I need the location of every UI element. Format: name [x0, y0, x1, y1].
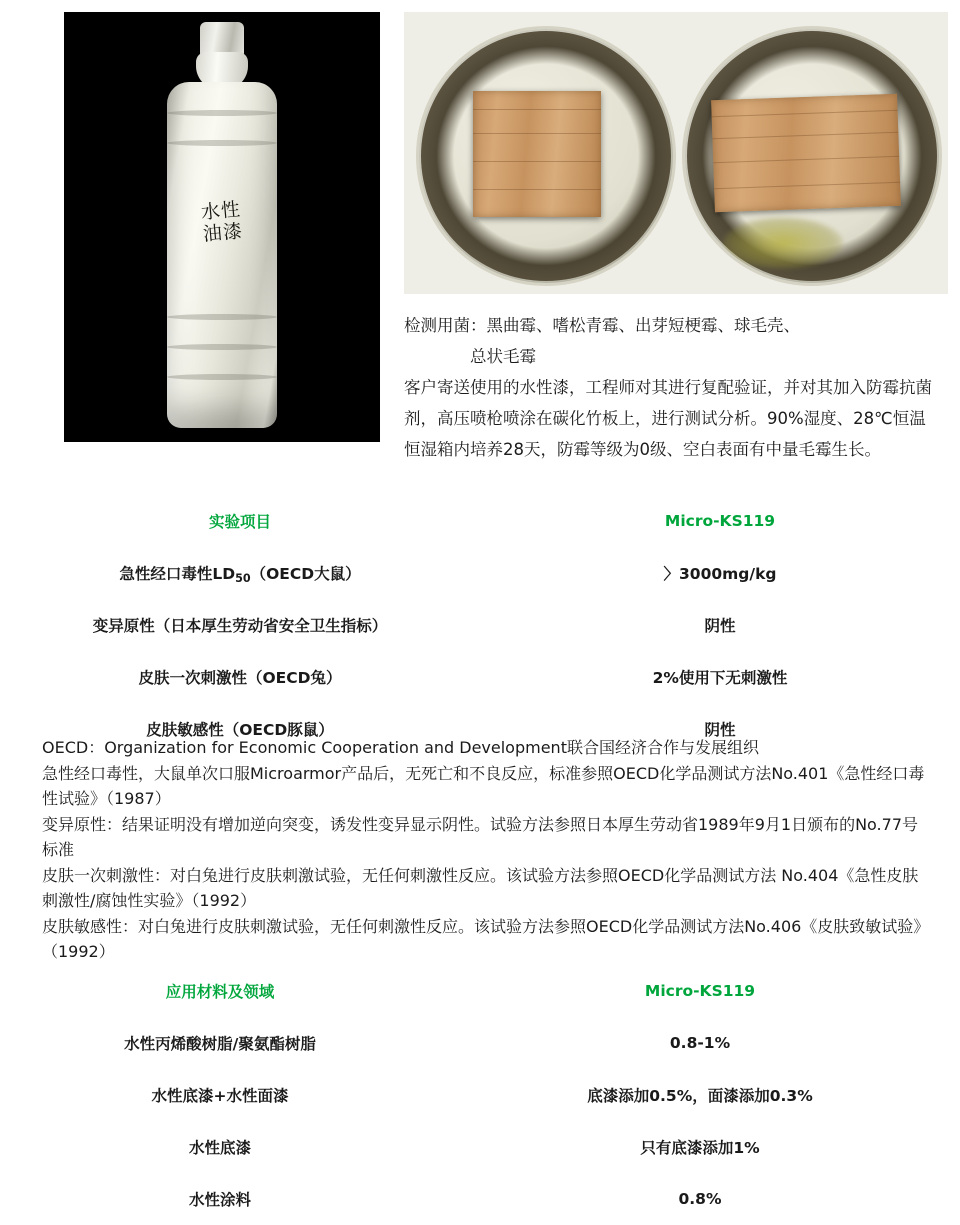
table-header-row	[0, 965, 960, 1017]
footnote-4: 皮肤敏感性：对白兔进行皮肤刺激试验，无任何刺激性反应。该试验方法参照OECD化学品测试方法No.406《皮肤致敏试验》（1992）	[42, 916, 930, 961]
test-caption	[404, 310, 932, 465]
table1-row2-value: 2%使用下无刺激性	[652, 669, 788, 687]
table1-row3-item: 皮肤敏感性（OECD豚鼠）	[146, 721, 334, 739]
bottle-cap	[200, 22, 244, 56]
table2-row0-value: 0.8-1%	[669, 1034, 731, 1052]
table2-header-item: 应用材料及领域	[165, 983, 275, 1001]
table2-row2-item: 水性底漆	[188, 1139, 251, 1157]
mold-test-petri-dishes-photo	[404, 12, 948, 294]
table1-row0-item-post: （OECD大鼠）	[250, 564, 361, 583]
table-row	[0, 1017, 960, 1069]
bottle-handwritten-label: 水性 油漆	[200, 198, 244, 246]
table-row	[0, 1069, 960, 1121]
table1-row0-item	[0, 562, 480, 585]
table1-row0-item-pre: 急性经口毒性LD	[119, 564, 236, 583]
table1-row3-value: 阴性	[704, 721, 736, 739]
petri-dish-left	[416, 26, 676, 286]
footnote-2: 变异原性：结果证明没有增加逆向突变，诱发性变异显示阴性。试验方法参照日本厚生劳动省1989年9月1日颁布的No.77号标准	[42, 814, 919, 859]
table1-row0-item-sub: 50	[235, 571, 251, 585]
footnotes-block	[42, 735, 932, 965]
petri-dish-right	[682, 26, 942, 286]
table2-row3-item: 水性涂料	[188, 1191, 251, 1209]
application-dosage-table	[0, 965, 960, 1225]
caption-strains-line2: 总状毛霉	[470, 347, 536, 366]
caption-body: 客户寄送使用的水性漆，工程师对其进行复配验证，并对其加入防霉抗菌剂，高压喷枪喷涂在碳化竹板上，进行测试分析。90%湿度、28℃恒温恒湿箱内培养28天，防霉等级为0级、空白表面有中量毛霉生长。	[404, 378, 932, 459]
table1-row0-value: 〉3000mg/kg	[663, 565, 777, 583]
table1-row1-value: 阴性	[704, 617, 736, 635]
table-row	[0, 1121, 960, 1173]
footnote-3: 皮肤一次刺激性：对白兔进行皮肤刺激试验，无任何刺激性反应。该试验方法参照OECD化学品测试方法 No.404《急性皮肤刺激性/腐蚀性实验》（1992）	[42, 865, 919, 910]
footnote-1: 急性经口毒性，大鼠单次口服Microarmor产品后，无死亡和不良反应，标准参照OECD化学品测试方法No.401《急性经口毒性试验》（1987）	[42, 763, 925, 808]
bottle-body	[167, 82, 277, 428]
table1-row2-item: 皮肤一次刺激性（OECD兔）	[138, 669, 342, 687]
table2-row3-value: 0.8%	[678, 1190, 722, 1208]
table2-row1-value: 底漆添加0.5%，面漆添加0.3%	[587, 1087, 813, 1105]
table2-header-product: Micro-KS119	[644, 982, 756, 1000]
table1-header-product: Micro-KS119	[664, 512, 776, 530]
table-row	[0, 1173, 960, 1225]
table2-row2-value: 只有底漆添加1%	[640, 1139, 760, 1157]
waterborne-paint-bottle-photo	[64, 12, 380, 442]
table-row	[0, 547, 960, 599]
caption-strains-line1: 检测用菌：黑曲霉、嗜松青霉、出芽短梗霉、球毛壳、	[404, 316, 800, 335]
photo-area	[0, 0, 960, 480]
table-row	[0, 651, 960, 703]
footnote-0: OECD：Organization for Economic Cooperation and Development联合国经济合作与发展组织	[42, 738, 759, 757]
table-row	[0, 599, 960, 651]
bamboo-board-right	[711, 94, 901, 212]
table2-row0-item: 水性丙烯酸树脂/聚氨酯树脂	[124, 1035, 316, 1053]
table-header-row	[0, 495, 960, 547]
table1-row1-item: 变异原性（日本厚生劳动省安全卫生指标）	[92, 617, 388, 635]
table1-header-item: 实验项目	[208, 513, 271, 531]
table2-row1-item: 水性底漆+水性面漆	[151, 1087, 289, 1105]
bamboo-board-left	[473, 91, 601, 217]
toxicity-test-table	[0, 495, 960, 755]
